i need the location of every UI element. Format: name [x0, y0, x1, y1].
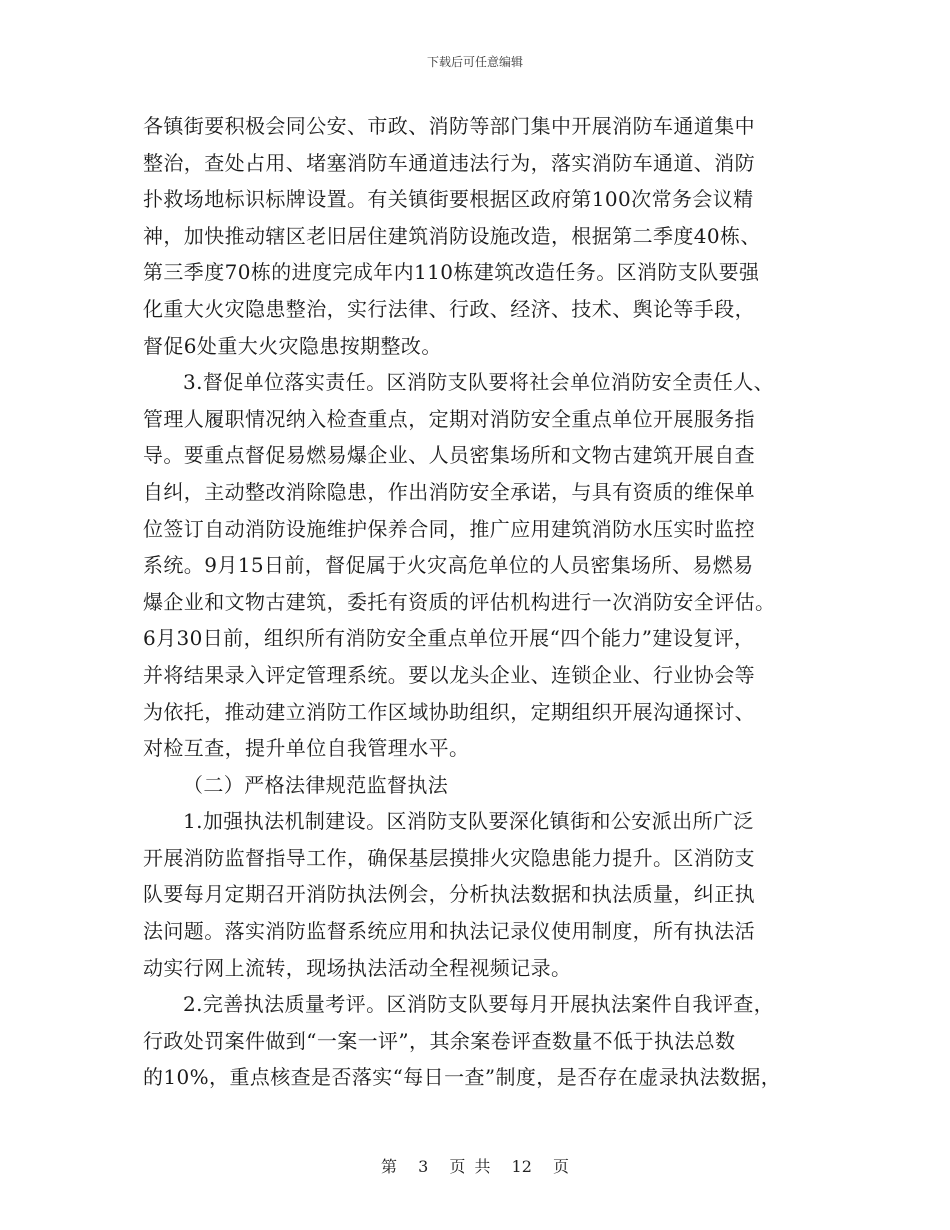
text-line: 自纠，主动整改消除隐患，作出消防安全承诺，与具有资质的维保单	[143, 479, 755, 504]
text-line: 6月30日前，组织所有消防安全重点单位开展“四个能力”建设复评，	[143, 626, 755, 651]
footer-mid: 页 共	[449, 1157, 491, 1176]
text-line: 系统。9月15日前，督促属于火灾高危单位的人员密集场所、易燃易	[143, 553, 754, 578]
footer-suffix: 页	[553, 1157, 570, 1176]
footer-total-pages: 12	[511, 1157, 532, 1176]
document-body	[143, 108, 823, 1096]
text-line: 并将结果录入评定管理系统。要以龙头企业、连锁企业、行业协会等	[143, 662, 755, 687]
text-line: 管理人履职情况纳入检查重点，定期对消防安全重点单位开展服务指	[143, 406, 755, 431]
text-line: 位签订自动消防设施维护保养合同，推广应用建筑消防水压实时监控	[143, 516, 755, 541]
text-line: 行政处罚案件做到“一案一评”，其余案卷评查数量不低于执法总数	[143, 1028, 736, 1053]
text-line: 1.加强执法机制建设。区消防支队要深化镇街和公安派出所广泛	[183, 809, 754, 834]
text-line: 法问题。落实消防监督系统应用和执法记录仪使用制度，所有执法活	[143, 919, 755, 944]
text-line: 各镇街要积极会同公安、市政、消防等部门集中开展消防车通道集中	[143, 114, 755, 138]
page-header: 下载后可任意编辑	[426, 55, 523, 69]
text-line: 动实行网上流转，现场执法活动全程视频记录。	[143, 955, 572, 980]
text-line: 3.督促单位落实责任。区消防支队要将社会单位消防安全责任人、	[183, 370, 775, 395]
text-line: 扑救场地标识标牌设置。有关镇街要根据区政府第100次常务会议精	[143, 187, 754, 212]
text-line: 神，加快推动辖区老旧居住建筑消防设施改造，根据第二季度40栋、	[143, 223, 761, 248]
text-line: 爆企业和文物古建筑，委托有资质的评估机构进行一次消防安全评估。	[143, 589, 776, 614]
text-line: 整治，查处占用、堵塞消防车通道违法行为，落实消防车通道、消防	[143, 150, 755, 175]
footer-page-number: 3	[418, 1157, 429, 1176]
text-line: 的10%，重点核查是否落实“每日一查”制度，是否存在虚录执法数据，	[143, 1065, 782, 1090]
text-line: 为依托，推动建立消防工作区域协助组织，定期组织开展沟通探讨、	[143, 699, 755, 724]
page-footer	[0, 1154, 950, 1177]
text-line: 队要每月定期召开消防执法例会，分析执法数据和执法质量，纠正执	[143, 882, 755, 907]
text-line: 第三季度70栋的进度完成年内110栋建筑改造任务。区消防支队要强	[143, 260, 760, 285]
text-line: （二）严格法律规范监督执法	[183, 772, 449, 797]
text-line: 开展消防监督指导工作，确保基层摸排火灾隐患能力提升。区消防支	[143, 845, 755, 870]
text-line: 化重大火灾隐患整治，实行法律、行政、经济、技术、舆论等手段，	[143, 296, 755, 321]
text-line: 对检互查，提升单位自我管理水平。	[143, 736, 470, 761]
text-line: 导。要重点督促易燃易爆企业、人员密集场所和文物古建筑开展自查	[143, 443, 755, 468]
text-line: 督促6处重大火灾隐患按期整改。	[143, 333, 442, 358]
footer-prefix: 第	[380, 1157, 397, 1176]
text-line: 2.完善执法质量考评。区消防支队要每月开展执法案件自我评查，	[183, 992, 775, 1017]
